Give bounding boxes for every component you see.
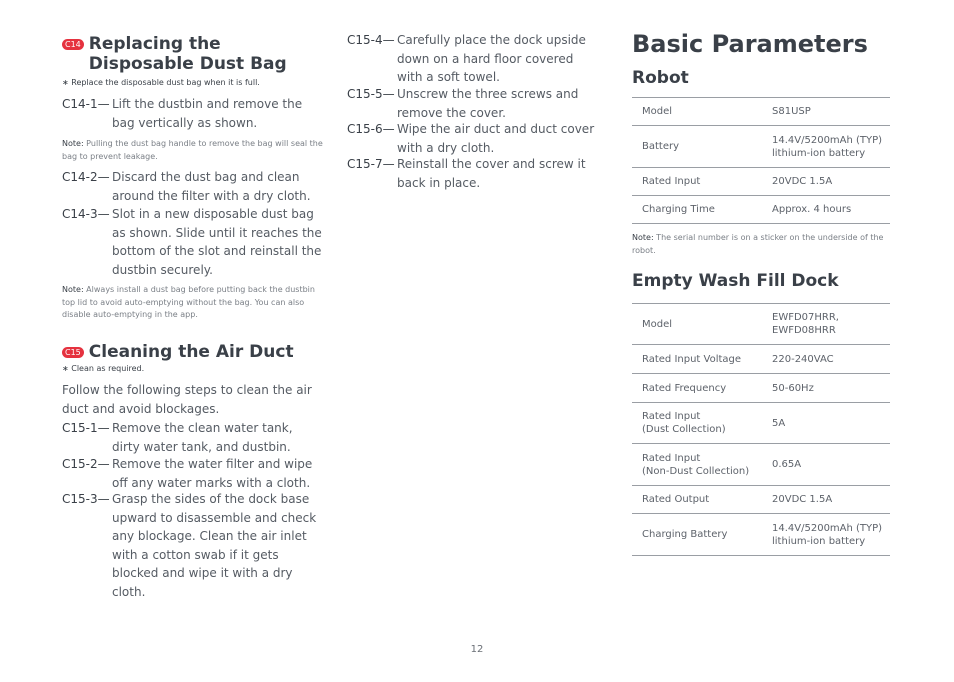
note-label: Note: <box>62 285 84 294</box>
step-label: C14-2— <box>62 170 110 184</box>
page-title: Basic Parameters <box>632 30 868 58</box>
c15-intro: Follow the following steps to clean the air duct and avoid blockages. <box>62 383 312 416</box>
robot-heading: Robot <box>632 68 689 88</box>
step-text: Slot in a new disposable dust bag as shown. Slide until it reaches the bottom of the slot and reinstall the dustbin securely. <box>112 207 322 277</box>
step-text: Lift the dustbin and remove the bag vertically as shown. <box>112 97 303 130</box>
param-value: Approx. 4 hours <box>762 196 890 224</box>
step-label: C14-3— <box>62 207 110 221</box>
step-label: C15-1— <box>62 421 110 435</box>
step-label: C15-5— <box>347 87 395 101</box>
param-row <box>632 374 890 403</box>
note-text: The serial number is on a sticker on the underside of the robot. <box>632 233 884 255</box>
step-label: C15-2— <box>62 457 110 471</box>
param-value: 0.65A <box>762 444 890 486</box>
step-label: C14-1— <box>62 97 110 111</box>
param-value: 14.4V/5200mAh (TYP) lithium-ion battery <box>762 514 890 556</box>
param-value: 5A <box>762 403 890 444</box>
step-text: Remove the clean water tank, dirty water tank, and dustbin. <box>112 421 293 454</box>
robot-note <box>632 232 890 257</box>
step-text: Reinstall the cover and screw it back in place. <box>397 157 586 190</box>
c15-heading <box>62 342 294 362</box>
step-label: C15-3— <box>62 492 110 506</box>
step-c15-6 <box>347 120 601 157</box>
step-c15-7 <box>347 155 601 192</box>
param-row <box>632 168 890 196</box>
robot-params-table <box>632 97 890 224</box>
c15-title: Cleaning the Air Duct <box>88 342 294 362</box>
step-label: C15-7— <box>347 157 395 171</box>
step-c15-5 <box>347 85 601 122</box>
c14-note-1 <box>62 138 324 163</box>
c15-star-note: ∗ Clean as required. <box>62 364 145 373</box>
step-label: C15-6— <box>347 122 395 136</box>
param-key: Rated Output <box>632 486 762 514</box>
param-value: 220-240VAC <box>762 345 890 374</box>
step-text: Wipe the air duct and duct cover with a dry cloth. <box>397 122 595 155</box>
note-text: Always install a dust bag before putting back the dustbin top lid to avoid auto-emptying without the bag. You can also disable auto-emptying in the app. <box>62 285 315 319</box>
param-value: S81USP <box>762 98 890 126</box>
param-key: Rated Input Voltage <box>632 345 762 374</box>
param-value: 50-60Hz <box>762 374 890 403</box>
dock-heading: Empty Wash Fill Dock <box>632 271 839 291</box>
step-c14-3 <box>62 205 324 279</box>
step-text: Carefully place the dock upside down on a hard floor covered with a soft towel. <box>397 33 586 84</box>
c14-star-note: ∗ Replace the disposable dust bag when it is full. <box>62 78 260 87</box>
c15-badge: C15 <box>62 347 84 358</box>
param-key: Rated Frequency <box>632 374 762 403</box>
c14-note-2 <box>62 284 324 322</box>
step-text: Remove the water filter and wipe off any water marks with a cloth. <box>112 457 313 490</box>
param-key: Rated Input (Non-Dust Collection) <box>632 444 762 486</box>
param-row <box>632 486 890 514</box>
note-label: Note: <box>62 139 84 148</box>
note-text: Pulling the dust bag handle to remove the bag will seal the bag to prevent leakage. <box>62 139 323 161</box>
param-row <box>632 196 890 224</box>
step-c14-1 <box>62 95 324 132</box>
param-row <box>632 444 890 486</box>
param-value: EWFD07HRR, EWFD08HRR <box>762 304 890 345</box>
step-text: Grasp the sides of the dock base upward to disassemble and check any blockage. Clean the air inlet with a cotton swab if it gets blocked and wipe it with a dry cloth. <box>112 492 317 599</box>
step-label: C15-4— <box>347 33 395 47</box>
param-row <box>632 403 890 444</box>
param-key: Rated Input <box>632 168 762 196</box>
step-c15-3 <box>62 490 324 601</box>
param-key: Rated Input (Dust Collection) <box>632 403 762 444</box>
page-number: 12 <box>470 644 484 655</box>
param-row <box>632 126 890 168</box>
param-key: Battery <box>632 126 762 168</box>
param-value: 20VDC 1.5A <box>762 168 890 196</box>
param-key: Charging Time <box>632 196 762 224</box>
param-row <box>632 304 890 345</box>
param-row <box>632 514 890 556</box>
step-c14-2 <box>62 168 324 205</box>
param-value: 20VDC 1.5A <box>762 486 890 514</box>
step-c15-2 <box>62 455 324 492</box>
step-text: Discard the dust bag and clean around the filter with a dry cloth. <box>112 170 311 203</box>
note-label: Note: <box>632 233 654 242</box>
param-value: 14.4V/5200mAh (TYP) lithium-ion battery <box>762 126 890 168</box>
step-text: Unscrew the three screws and remove the cover. <box>397 87 579 120</box>
dock-params-table <box>632 303 890 556</box>
c14-heading <box>62 34 324 74</box>
param-row <box>632 345 890 374</box>
c14-title: Replacing the Disposable Dust Bag <box>88 34 287 74</box>
param-row <box>632 98 890 126</box>
param-key: Model <box>632 98 762 126</box>
step-c15-1 <box>62 419 324 456</box>
step-c15-4 <box>347 31 601 87</box>
param-key: Model <box>632 304 762 345</box>
c14-badge: C14 <box>62 39 84 50</box>
param-key: Charging Battery <box>632 514 762 556</box>
